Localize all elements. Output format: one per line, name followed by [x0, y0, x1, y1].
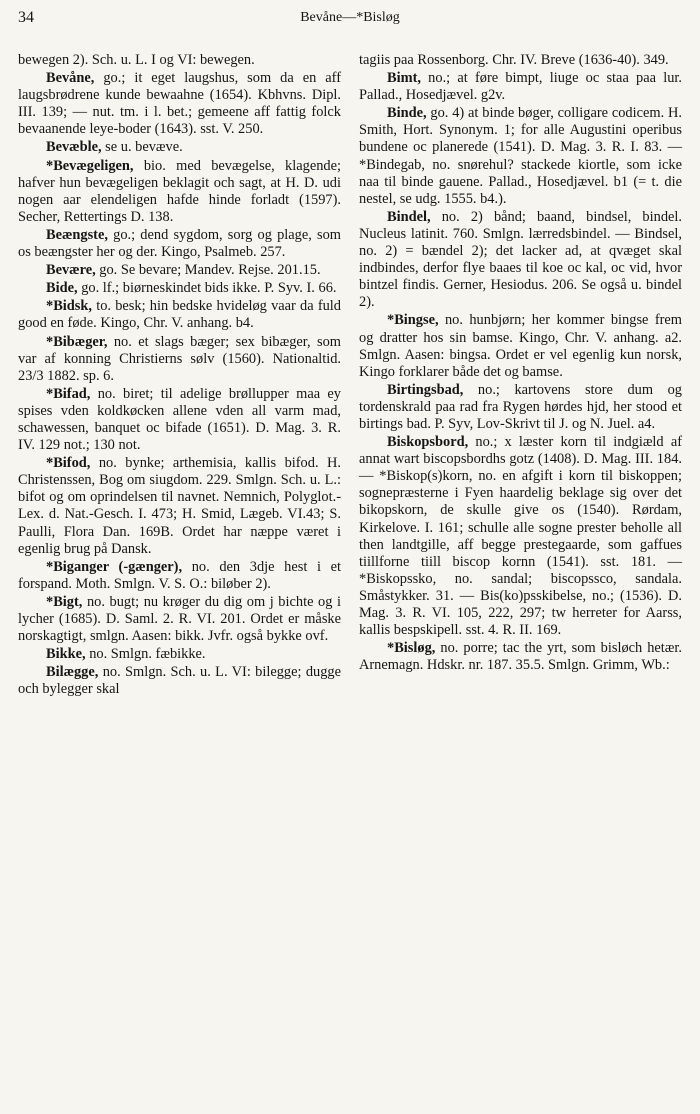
- entry-text: go.; dend sygdom, sorg og plage, som os beængster her og der. Kingo, Psalmeb. 257.: [18, 226, 341, 261]
- entry-text: no. 2) bånd; baand, bindsel, bindel. Nucleus latinit. 760. Smlgn. lærredsbindel. — Bindsel, no. 2) = bændel 2); det lacker ad, at qvæget skal indbindes, derfor flye baaes til koe oc kal, oc vid, hvor bintzel findis. Gerner, Hesiodus. 206. Se også u. bindel 2).: [359, 208, 682, 311]
- dictionary-entry: [18, 334, 341, 385]
- entry-headword: *Bidsk,: [46, 298, 92, 315]
- entry-headword: Bilægge,: [46, 664, 99, 681]
- entry-text: no. biret; til adelige brøllupper maa ey spises vden koldkøcken allene vden all varm mad, schawessen, banquet oc bifade (1651). D. Mag. 3. R. IV. 129 not.; 130 not.: [18, 385, 341, 454]
- dictionary-entry: [18, 298, 341, 332]
- entry-text: no.; kartovens store dum og tordenskrald paa rad fra Rygen hørdes hjd, her stood et birtings bad. P. Syv, Lov-Skrivt til J. og N. Juel. a4.: [359, 381, 682, 432]
- dictionary-entry: [359, 434, 682, 639]
- dictionary-entry: [18, 280, 341, 297]
- entry-continuation: [18, 52, 341, 69]
- page-header: [18, 6, 682, 30]
- dictionary-entry: [18, 139, 341, 156]
- entry-text: bewegen 2). Sch. u. L. I og VI: bewegen.: [18, 52, 255, 68]
- entry-text: go. lf.; biørneskindet bids ikke. P. Syv. I. 66.: [77, 280, 337, 297]
- running-title: Bevåne—*Bisløg: [300, 10, 400, 25]
- entry-headword: *Bingse,: [387, 312, 439, 329]
- entry-headword: *Bifad,: [46, 385, 91, 402]
- entry-text: tagiis paa Rossenborg. Chr. IV. Breve (1636-40). 349.: [359, 52, 669, 68]
- entry-headword: Bikke,: [46, 646, 86, 663]
- page-number: 34: [18, 9, 34, 26]
- right-column: [359, 52, 682, 675]
- entry-text: go. Se bevare; Mandev. Rejse. 201.15.: [95, 262, 321, 279]
- dictionary-entry: [359, 312, 682, 380]
- dictionary-entry: [18, 386, 341, 454]
- dictionary-entry: [18, 227, 341, 261]
- entry-headword: Bindel,: [387, 208, 431, 225]
- entry-headword: *Biganger (-gænger),: [46, 558, 183, 575]
- entry-text: no. bugt; nu krøger du dig om j bichte og i lycher (1685). D. Saml. 2. R. VI. 201. Ordet er måske norskagtigt, smlgn. Aasen: bikk. Jvfr. også bykke ovf.: [18, 593, 341, 645]
- dictionary-entry: [359, 70, 682, 104]
- entry-headword: Bide,: [46, 280, 78, 297]
- dictionary-entry: [18, 70, 341, 138]
- entry-text: no.; at føre bimpt, liuge oc staa paa lur. Pallad., Hosedjævel. g2v.: [359, 70, 682, 104]
- dictionary-entry: [18, 455, 341, 558]
- column-gutter: [349, 52, 350, 1102]
- entry-headword: Bimt,: [387, 70, 421, 87]
- dictionary-entry: [18, 646, 341, 663]
- entry-headword: Beængste,: [46, 226, 108, 243]
- entry-headword: Bevåne,: [46, 70, 95, 87]
- entry-headword: *Bisløg,: [387, 640, 436, 657]
- entry-headword: *Bibæger,: [46, 333, 108, 350]
- left-column: [18, 52, 341, 699]
- dictionary-entry: [359, 209, 682, 312]
- dictionary-entry: [18, 664, 341, 698]
- entry-text: se u. bevæve.: [101, 139, 183, 156]
- dictionary-entry: [18, 559, 341, 593]
- entry-text: go. 4) at binde bøger, colligare codicem. H. Smith, Hort. Synonym. 1; for alle Augustini operibus bundene oc planerede (1541). D. Mag. 3. R. I. 83. — *Bindegab, no. snørehul? stackede kiortle, som icke naa til binde gauene. Pallad., Hosedjævel. b1 (= t. die nestel, se udg. 1555. b4.).: [359, 105, 682, 207]
- dictionary-entry: [359, 105, 682, 208]
- entry-headword: Biskopsbord,: [387, 434, 469, 451]
- entry-headword: *Bifod,: [46, 455, 91, 472]
- dictionary-entry: [18, 262, 341, 279]
- dictionary-entry: [359, 382, 682, 433]
- entry-text: no. den 3dje hest i et forspand. Moth. Smlgn. V. S. O.: biløber 2).: [18, 558, 341, 592]
- entry-text: no.; x læster korn til indgiæld af annat wart biscopsbordhs gotz (1408). D. Mag. III. 184. — *Biskop(s)korn, no. en afgift i korn til biskoppen; sognepræsterne i Fyen haardelig beklage sig over det bikopskorn, de skulle give os (1540). Rørdam, Kirkelove. I. 161; schulle alle sogne prester beholle all then landtgille, aff begge prestegaarde, som gaffues tiillforne tiill biscop kornn (1541). sst. 181. — *Biskopssko, no. sandal; biscopssco, sandala. Småstykker. 31. — Bis(ko)psskibelse, no.; (1536). D. Mag. 3. R. VI. 105, 222, 297; tw herreter for Aarss, kallis bespskipell. sst. 4. R. II. 169.: [359, 434, 682, 639]
- entry-text: go.; it eget laugshus, som da en aff laugsbrødrene kunde bewaahne (1654). Kbhvns. Dipl. III. 139; — nut. tm. i l. bet.; gemeene aff fattig folck bevaanende leye-boder (1643). sst. V. 250.: [18, 70, 341, 138]
- entry-headword: Birtingsbad,: [387, 381, 464, 398]
- entry-headword: Bevæble,: [46, 139, 102, 156]
- entry-text: to. besk; hin bedske hvideløg vaar da fuld good en føde. Kingo, Chr. V. anhang. b4.: [18, 298, 341, 332]
- entry-headword: Bevære,: [46, 262, 96, 279]
- entry-text: no. et slags bæger; sex bibæger, som var af konning Christierns sølv (1560). Nationaltid. 23/3 1882. sp. 6.: [18, 333, 341, 384]
- entry-headword: *Bigt,: [46, 593, 83, 610]
- entry-text: no. hunbjørn; her kommer bingse frem og dratter hos sin bamse. Kingo, Chr. V. anhang. a2. Smlgn. Aasen: bingsa. Ordet er vel egenlig kun norsk, Kingo forklarer både det og bamse.: [359, 312, 682, 380]
- dictionary-entry: [18, 158, 341, 226]
- dictionary-entry: [359, 640, 682, 674]
- entry-text: no. Smlgn. Sch. u. L. VI: bilegge; dugge och bylegger skal: [18, 664, 341, 698]
- entry-text: no. Smlgn. fæbikke.: [85, 646, 206, 663]
- entry-text: no. bynke; arthemisia, kallis bifod. H. Christenssen, Bog om siugdom. 229. Smlgn. Sch. u. L.: bifot og om oprindelsen til navnet. Nemnich, Polyglot.-Lex. d. Nat.-Gesch. I. 473; H. Smid, Lægeb. VI.43; S. Paulli, Flora Dan. 169B. Ordet har næppe været i egenlig brug på Dansk.: [18, 455, 341, 557]
- dictionary-entry: [18, 594, 341, 645]
- entry-text: no. porre; tac the yrt, som bisløch hetær. Arnemagn. Hdskr. nr. 187. 35.5. Smlgn. Grimm, Wb.:: [359, 640, 682, 674]
- entry-text: bio. med bevægelse, klagende; hafver hun bevægeligen beklagit och sagt, at H. D. udi nogen aar elendeligen hafde hinde forladt (1597). Secher, Rettertings D. 138.: [18, 157, 341, 225]
- entry-headword: *Bevægeligen,: [46, 157, 134, 174]
- entry-headword: Binde,: [387, 105, 427, 122]
- entry-continuation: [359, 52, 682, 69]
